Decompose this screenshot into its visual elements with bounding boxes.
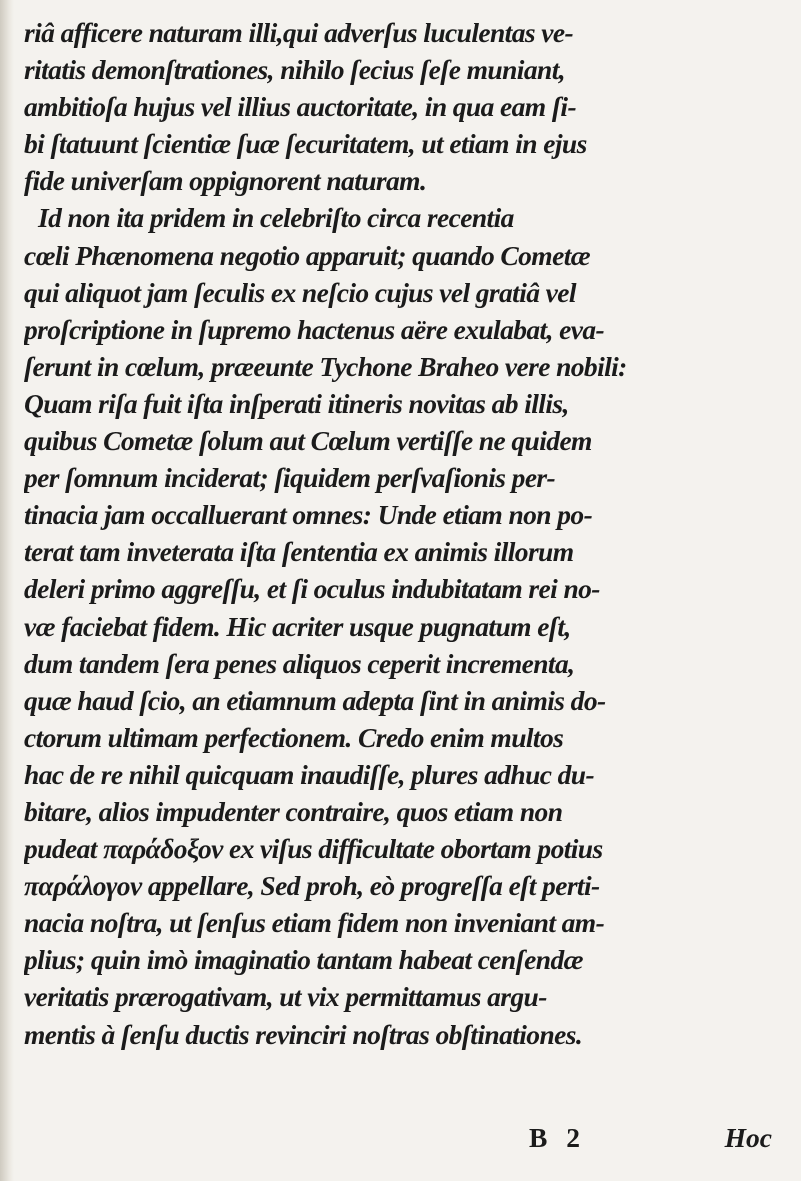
text-line: tinacia jam occalluerant omnes: Unde etiam non po- [24, 499, 593, 531]
text-line: bi ſtatuunt ſcientiæ ſuæ ſecuritatem, ut etiam in ejus [24, 128, 587, 160]
text-line: riâ afficere naturam illi,qui adverſus luculentas ve- [24, 17, 574, 48]
body-text [24, 14, 794, 1053]
text-line: hac de re nihil quicquam inaudiſſe, plures adhuc du- [24, 758, 595, 790]
text-line: per ſomnum inciderat; ſiquidem perſvaſionis per- [24, 462, 556, 494]
text-line: proſcriptione in ſupremo hactenus aëre exulabat, eva- [24, 313, 605, 345]
text-line: veritatis prærogativam, ut vix permittamus argu- [24, 981, 547, 1013]
text-line: plius; quin imò imaginatio tantam habeat cenſendæ [24, 944, 583, 976]
text-line: nacia noſtra, ut ſenſus etiam fidem non inveniant am- [24, 907, 605, 939]
text-line: ſerunt in cœlum, præeunte Tychone Braheo vere nobili: [24, 350, 627, 382]
text-line: ambitioſa hujus vel illius auctoritate, in qua eam ſi- [24, 91, 577, 123]
signature-mark: B 2 [529, 1122, 586, 1153]
text-line: ctorum ultimam perfectionem. Credo enim multos [24, 721, 564, 753]
text-line: deleri primo aggreſſu, et ſi oculus indubitatam rei no- [24, 573, 600, 605]
text-line: quibus Cometæ ſolum aut Cœlum vertiſſe ne quidem [24, 425, 592, 457]
text-line: fide univerſam oppignorent naturam. [24, 165, 427, 197]
text-line: bitare, alios impudenter contraire, quos etiam non [24, 795, 563, 827]
page-gutter-shadow [0, 0, 14, 1181]
text-line: παράλογον appellare, Sed proh, eò progreſſa eſt perti- [24, 870, 600, 902]
text-line: ritatis demonſtrationes, nihilo ſecius ſeſe muniant, [24, 54, 566, 86]
paragraph-start-line: Id non ita pridem in celebriſto circa recentia [38, 202, 514, 234]
catchword: Hoc [724, 1122, 772, 1153]
text-line: terat tam inveterata iſta ſententia ex animis illorum [24, 536, 574, 568]
text-line: quæ haud ſcio, an etiamnum adepta ſint in animis do- [24, 684, 606, 716]
text-line: qui aliquot jam ſeculis ex neſcio cujus vel gratiâ vel [24, 276, 576, 308]
page-footer [24, 1122, 794, 1162]
text-line: mentis à ſenſu ductis revinciri noſtras obſtinationes. [24, 1018, 583, 1050]
text-line: væ faciebat fidem. Hic acriter usque pugnatum eſt, [24, 610, 571, 642]
text-line: dum tandem ſera penes aliquos ceperit incrementa, [24, 647, 575, 679]
text-line: pudeat παράδοξον ex viſus difficultate obortam potius [24, 833, 603, 865]
text-line: Quam riſa fuit iſta inſperati itineris novitas ab illis, [24, 387, 569, 419]
text-line: cœli Phænomena negotio apparuit; quando Cometæ [24, 239, 591, 271]
